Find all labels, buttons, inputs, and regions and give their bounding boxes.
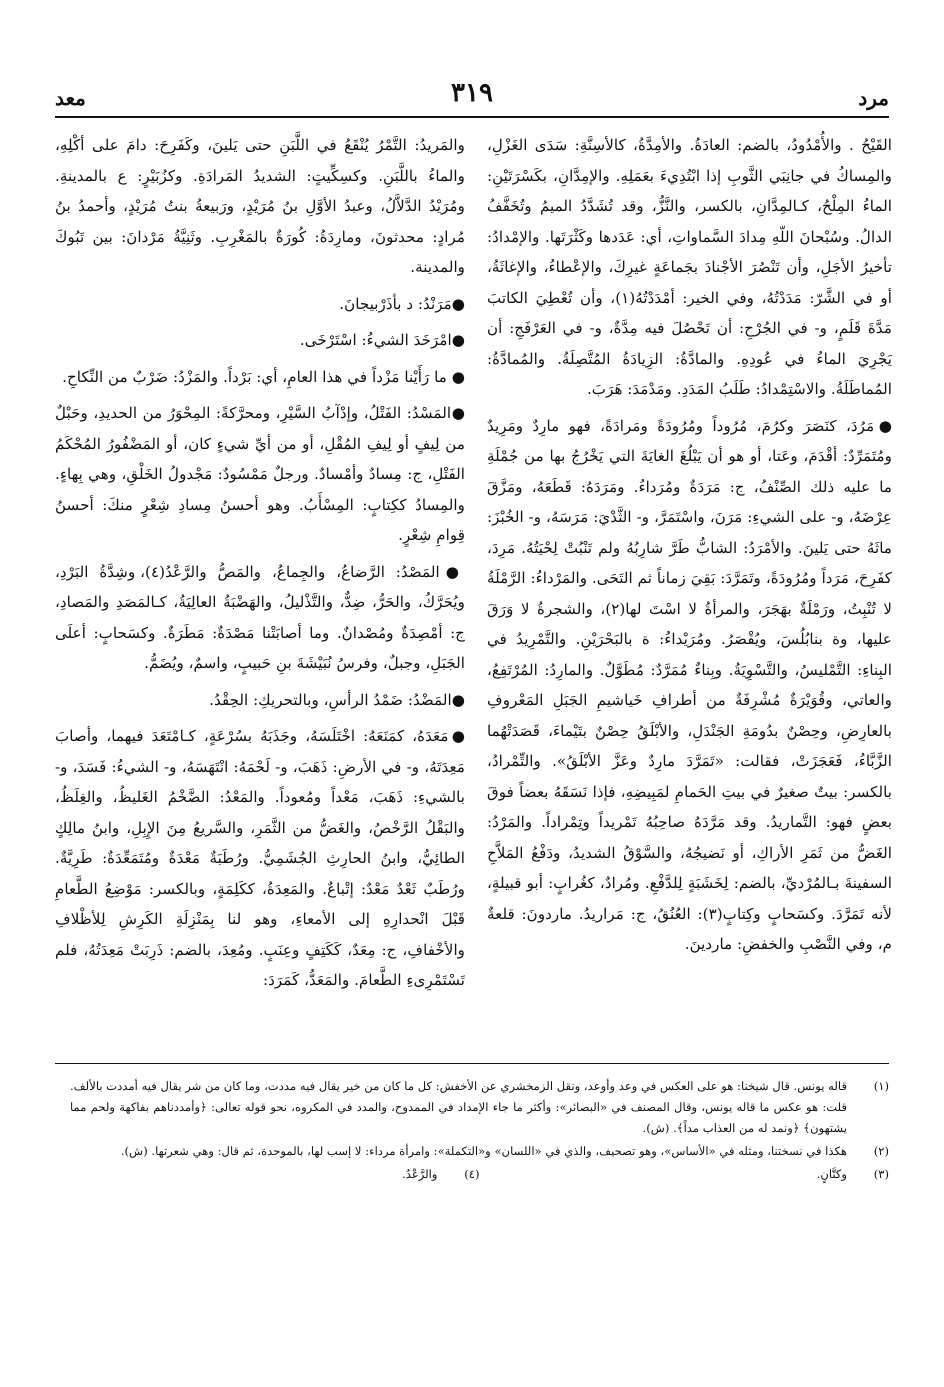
entry-paragraph: والمَريدُ: التَّمْرُ يُنْقَعُ في اللَّبَنِ حتى يَلينَ، وكَفَرِحَ: دامَ على أكْلِهِ، والماءُ باللَّبَنِ. وكسِكِّيتٍ: الشديدُ المَرادَةِ. وكزُبَيْرٍ: ع بالمدينةِ. ومُرَيْدُ الدَّلاَّلُ، وعبدُ الأوَّلِ بنُ مُرَيْدٍ، ورَبيعةُ بنتُ مُرَيْدٍ، وأحمدُ بنُ مُرادٍ: محدثونَ، ومارِدَةُ: كُورَةٌ بالمَغْرِبِ. وثَنِيَّةُ مَرْدانَ: بين تَبُوكَ والمدينة.: [55, 136, 465, 276]
entry-paragraph: ● ما رَأَيْنا مَزْداً في هذا العامِ، أي: بَرْداً. والمَزْدُ: ضَرْبٌ من النِّكاحِ.: [62, 367, 465, 386]
footnote: [70, 1164, 480, 1185]
footnote-number: (٣): [873, 1167, 889, 1181]
entry-paragraph: القَيْحُ . والأُمْدُودُ، بالضم: العادَةُ. والأمِدَّةُ، كالأسِنَّةِ: سَدَى الغَزْلِ، والمِساكُ في جانِبَي الثَّوبِ إذا ابْتُدِيءَ بعَمَلِهِ. والإمِدَّانِ، بكَسْرَتَيْنِ: الماءُ المِلْحُ، كـالمِدَّانِ، بالكسر، والنَّزُّ، وقد تُشَدَّدُ الميمُ وتُخَفَّفُ الدالُ. وسُبْحانَ اللّهِ مِدادَ السَّماواتِ، أي: عَدَدها وكَثْرَتَها. والإمْدادُ: تأخيرُ الأجَلِ، وأن تَنْصُرَ الأجْنادَ بجَماعَةٍ غيرِكَ، والإعْطاءُ، والإغاثَةُ، أو في الشَّرّ: مَدَدْتُهُ، وفي الخير: أمْدَدْتُهُ(١)، وأن تُعْطِيَ الكاتبَ مَدَّةَ قَلَمٍ، و- في الجُرْحِ: أن تَحْصُلَ فيه مِدَّةٌ، و- في العَرْفَجِ: أن يَجْرِيَ الماءُ في عُودِهِ. والمادَّةُ: الزِيادَةُ المُتَّصِلَةُ. والمُمادَّةُ: المُماطَلَةُ. والاسْتِمْدادُ: طَلَبُ المَدَدِ. ومَدْمَدَ: هَرَبَ.: [487, 136, 892, 398]
entry-paragraph: ●مَرَنْدُ: د بأذَرْبيجانَ.: [339, 294, 465, 313]
header-rule: [55, 116, 889, 118]
footnote-text: هكذا في نسختنا، ومثله في «الأساس»، وهو تصحيف، والذي في «اللسان» و«التكملة»: وامرأة مرداء: لا إسب لها، بالموحدة، ثم قال: وهي شعرتها. (ش).: [120, 1144, 847, 1158]
left-column: [55, 130, 465, 1050]
entry-paragraph: ●المَسْدُ: الفَتْلُ، وإدْآبُ السَّيْرِ، ومحرَّكةً: المِحْوَرُ من الحديدِ، وحَبْلٌ من لِيفٍ أو لِيفِ المُقْلِ، أو من أيِّ شيءٍ كان، أو المَضْفُورُ المُحْكَمُ الفَتْلِ، ج: مِسادٌ وأمْسادٌ. ورجلٌ مَمْسُودٌ: مَجْدولُ الخَلْقِ، وهي بِهاءٍ. والمِسادُ ككِتابٍ: المِسْأَبُ. وهو أحسنُ مِسادِ شِعْرٍ منكَ: أحسنُ قِوامِ شِعْرٍ.: [55, 404, 465, 544]
footnote-number: (٢): [873, 1144, 889, 1158]
entry-paragraph: ●المَصْدُ: الرَّضاعُ، والجِماعُ، والمَصُّ والرَّعْدُ(٤)، وشِدَّةُ البَرْدِ، ويُحَرَّكُ، والحَرُّ، ضِدٌّ، والتَّذْليلُ، والهَضْبَةُ العالِيَةُ، كـالمَصَدِ والمَصادِ، ج: أمْصِدَةٌ ومُصْدانٌ. وما أصابَتْنا مَصْدَةٌ: مَطَرَةٌ. وكسَحابٍ: أعلَى الجَبَلِ، وجبلٌ، وفرسُ نُبَيْشَةَ بنِ حَبيبٍ، واسمٌ، ويُضَمُّ.: [55, 562, 465, 672]
right-column: [487, 130, 892, 1050]
footnotes: [70, 1076, 889, 1316]
footnote-text: والرَّعْدُ.: [402, 1167, 438, 1181]
header-root-right: مرد: [858, 86, 889, 110]
entry-paragraph: ●مَعَدَهُ، كمَنَعَهُ: اخْتَلَسَهُ، وجَذَبَهُ بسُرْعَةٍ، كـامْتَعَدَ فيهما، وأصابَ مَعِدَتَهُ، و- في الأرضِ: ذَهَبَ، و- لَحْمَهُ: انْتَهَسَهُ، و- الشيءُ: فَسَدَ، و- بالشيءِ: ذَهَبَ، مَعْداً ومُعوداً. والمَعْدُ: الضَّخْمُ الغَليظُ، والغِلَظُ، والبَقْلُ الرَّخْصُ، والغَضُّ من الثَّمَرِ، والسَّريعُ مِنَ الإِبِلِ، وابنُ مالِكٍ الطائِيُّ، وابنُ الحارِثِ الجُشَمِيُّ. ورُطَبَةٌ مَعْدَةٌ ومُتَمَعِّدَةٌ: طَرِيَّةٌ. ورُطَبٌ ثَعْدٌ مَعْدٌ: إتْباعٌ. والمَعِدَةُ، ككَلِمَةٍ، وبالكسر: مَوْضِعُ الطَّعامِ قَبْلَ انْحدارِهِ إلى الأمعاءِ، وهو لنا بِمَنْزِلَةِ الكَرِشِ لِلأظْلافِ والأخْفافِ، ج: مِعَدٌ، كَكَتِفٍ وعِنَبٍ. ومُعِدَ، بالضم: ذَرِبَتْ مَعِدَتُهُ، فلم تَسْتَمْرِىءِ الطَّعامَ. والمَعَدُّ، كَمَرَدَ:: [55, 727, 465, 989]
footnote-row: [70, 1164, 889, 1187]
entry-paragraph: ●امْرَخَدَ الشيءُ: اسْتَرْخَى.: [299, 331, 465, 349]
footnote-number: (٤): [464, 1167, 480, 1181]
footnote-text: قاله يونس. قال شيخنا: هو على العكس في وعد وأوعد، ونقل الزمخشري عن الأخفش: كل ما كان من خير يقال فيه مددت، وما كان من شر يقال فيه أمددت بالألف. قلت: هو عكس ما قاله يونس، وقال المصنف في «البصائر»: وأكثر ما جاء الإمداد في الممدوح، والمدد في المكروه، نحو قوله تعالى: ﴿وأمددناهم بفاكهة ولحم مما يشتهون﴾ ﴿ونمد له من العذاب مداً﴾. (ش).: [70, 1079, 847, 1135]
footnote: [70, 1076, 889, 1139]
entry-paragraph: ●مَرُدَ، كنَصَرَ وكرُمَ، مُرُوداً ومُرُودَةً ومَرادَةً، فهو مارِدٌ ومَرِيدٌ ومُتَمَرِّدٌ: أقْدَمَ، وعَتا، أو هو أن يَبْلُغَ الغايَةَ التي يَخْرُجُ بها من جُمْلَةِ ما عليه ذلك الصِّنْفُ، ج: مَرَدَةٌ ومُرَداءُ. ومَرَدَهُ: قَطَعَهُ، ومَزَّقَ عِرْضَهُ، و- على الشيءِ: مَرَنَ، واسْتَمَرَّ، و- الثَّدْيَ: مَرَسَهُ، و- الخُبْزَ: ماثَهُ حتى يَلينَ. والأمْرَدُ: الشابُّ طَرَّ شارِبُهُ ولم تَنْبُتْ لِحْيَتُهُ. مَرِدَ، كفَرِحَ، مَرَداً ومُرُودَةً، وتَمَرَّدَ: بَقِيَ زماناً ثم التَحَى. والمَرْداءُ: الرَّمْلَةُ لا تُنْبِتُ، ورَمْلَةٌ بهَجَرَ، والمرأةُ لا اسْتَ لها(٢)، والشجرةُ لا وَرَقَ عليها، وة بنابُلُسَ، ويُقْصَرُ. ومُرَيْداءُ: ة بالبَحْرَيْنِ. والتَّمْرِيدُ في البِناءِ: التَّمْليسُ، والتَّسْوِيَةُ. وبِناءٌ مُمَرَّدٌ: مُطَوَّلٌ. والمارِدُ: المُرْتَفِعُ، والعاتي، وقُوَيْرَةٌ مُشْرِفَةٌ من أطرافِ خَياشيمِ الجَبَلِ المَعْروفِ بالعارِضِ، وحِصْنٌ بدُومَةِ الجَنْدَلِ، والأبْلَقُ حِصْنٌ بتَيْماءَ، قَصَدَتْهُما الزَّبَّاءُ، فَعَجَزَتْ، فقالت: «تَمَرَّدَ مارِدٌ وعَزَّ الأبْلَقُ». والتِّمْرادُ، بالكسر: بيتٌ صغيرٌ في بيتِ الحَمامِ لمَبِيضِهِ، فإذا نَسَقَهُ بعضاً فوقَ بعضٍ فهو: التَّماريدُ. وقد مَرَّدَهُ صاحِبُهُ تَمْريداً وتِمْراداً. والمَرْدُ: الغَضُّ من ثَمَرِ الأراكِ، أو نَضيجُهُ، والسَّوْقُ الشديدُ، ودَفْعُ المَلاَّحِ السفينةَ بـالمُرْديِّ، بالضم: لِخَشَبَةٍ لِلدَّفْعِ. ومُرادٌ، كغُرابٍ: أبو قبيلةٍ، لأنه تَمَرَّدَ. وكسَحابٍ وكِتابٍ(٣): العُنُقُ، ج: مَراريدُ. ماردونَ: قلعةٌ م، وفي النَّصْبِ والخفضِ: ماردينَ.: [487, 416, 892, 953]
page-header: [55, 78, 889, 114]
page-number: ٣١٩: [451, 78, 493, 108]
header-root-left: معد: [55, 86, 86, 110]
footnote: [70, 1141, 889, 1162]
footnote-number: (١): [873, 1079, 889, 1093]
footnote-text: وكتَّانٍ.: [816, 1167, 847, 1181]
footnote-rule: [55, 1063, 889, 1064]
footnote: [480, 1164, 890, 1185]
entry-paragraph: ●المَضْدُ: ضَمْدُ الرأسِ، وبالتحريكِ: الحِقْدُ.: [209, 690, 465, 709]
